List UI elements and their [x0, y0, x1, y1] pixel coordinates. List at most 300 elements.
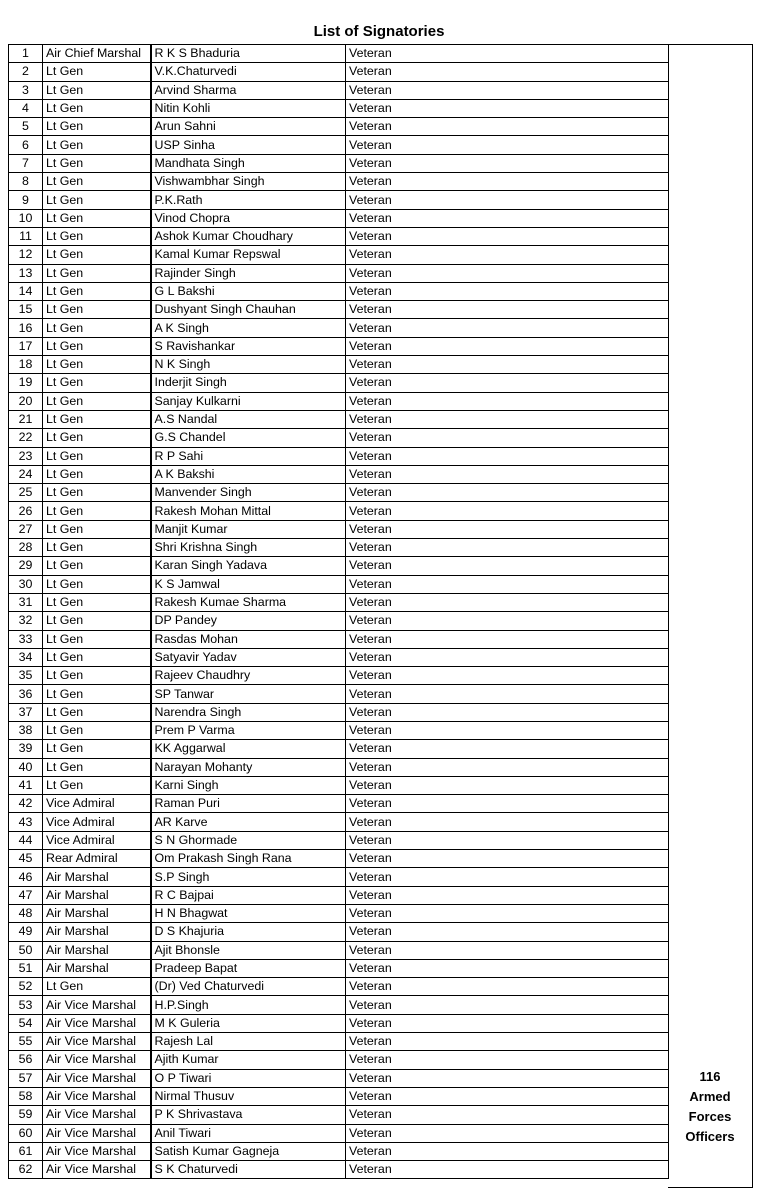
- rank-cell: Air Vice Marshal: [43, 1051, 151, 1069]
- table-row: [9, 410, 669, 428]
- name-cell: Raman Puri: [151, 795, 346, 813]
- row-number: 7: [9, 154, 43, 172]
- status-cell: Veteran: [346, 81, 669, 99]
- row-number: 47: [9, 886, 43, 904]
- status-cell: Veteran: [346, 813, 669, 831]
- status-cell: Veteran: [346, 209, 669, 227]
- table-row: [9, 1161, 669, 1179]
- name-cell: Pradeep Bapat: [151, 959, 346, 977]
- name-cell: S N Ghormade: [151, 831, 346, 849]
- status-cell: Veteran: [346, 557, 669, 575]
- summary-note: [668, 1067, 752, 1147]
- row-number: 36: [9, 685, 43, 703]
- status-cell: Veteran: [346, 502, 669, 520]
- rank-cell: Lt Gen: [43, 246, 151, 264]
- status-cell: Veteran: [346, 868, 669, 886]
- document-title: List of Signatories: [313, 23, 445, 40]
- name-cell: KK Aggarwal: [151, 740, 346, 758]
- table-row: [9, 264, 669, 282]
- row-number: 42: [9, 795, 43, 813]
- rank-cell: Lt Gen: [43, 410, 151, 428]
- rank-cell: Air Chief Marshal: [43, 45, 151, 63]
- table-row: [9, 136, 669, 154]
- rank-cell: Lt Gen: [43, 301, 151, 319]
- table-row: [9, 593, 669, 611]
- name-cell: Ashok Kumar Choudhary: [151, 227, 346, 245]
- rank-cell: Lt Gen: [43, 337, 151, 355]
- rank-cell: Lt Gen: [43, 648, 151, 666]
- row-number: 28: [9, 539, 43, 557]
- rank-cell: Lt Gen: [43, 557, 151, 575]
- status-cell: Veteran: [346, 1069, 669, 1087]
- name-cell: Shri Krishna Singh: [151, 539, 346, 557]
- rank-cell: Lt Gen: [43, 392, 151, 410]
- status-cell: Veteran: [346, 392, 669, 410]
- summary-line-armed: Armed: [689, 1089, 731, 1104]
- status-cell: Veteran: [346, 319, 669, 337]
- status-cell: Veteran: [346, 520, 669, 538]
- row-number: 39: [9, 740, 43, 758]
- rank-cell: Air Vice Marshal: [43, 996, 151, 1014]
- status-cell: Veteran: [346, 118, 669, 136]
- table-row: [9, 502, 669, 520]
- status-cell: Veteran: [346, 264, 669, 282]
- rank-cell: Air Marshal: [43, 886, 151, 904]
- row-number: 33: [9, 630, 43, 648]
- rank-cell: Rear Admiral: [43, 850, 151, 868]
- row-number: 54: [9, 1014, 43, 1032]
- rank-cell: Vice Admiral: [43, 831, 151, 849]
- table-row: [9, 831, 669, 849]
- name-cell: P K Shrivastava: [151, 1106, 346, 1124]
- table-row: [9, 612, 669, 630]
- rank-cell: Lt Gen: [43, 685, 151, 703]
- name-cell: Nirmal Thusuv: [151, 1087, 346, 1105]
- table-row: [9, 1051, 669, 1069]
- row-number: 61: [9, 1142, 43, 1160]
- name-cell: H N Bhagwat: [151, 904, 346, 922]
- name-cell: Om Prakash Singh Rana: [151, 850, 346, 868]
- summary-line-forces: Forces: [688, 1109, 732, 1124]
- status-cell: Veteran: [346, 282, 669, 300]
- row-number: 22: [9, 429, 43, 447]
- row-number: 45: [9, 850, 43, 868]
- name-cell: Satish Kumar Gagneja: [151, 1142, 346, 1160]
- status-cell: Veteran: [346, 703, 669, 721]
- rank-cell: Lt Gen: [43, 282, 151, 300]
- name-cell: Rasdas Mohan: [151, 630, 346, 648]
- status-cell: Veteran: [346, 374, 669, 392]
- name-cell: R K S Bhaduria: [151, 45, 346, 63]
- table-row: [9, 118, 669, 136]
- row-number: 34: [9, 648, 43, 666]
- table-row: [9, 81, 669, 99]
- rank-cell: Lt Gen: [43, 978, 151, 996]
- table-row: [9, 282, 669, 300]
- status-cell: Veteran: [346, 831, 669, 849]
- rank-cell: Lt Gen: [43, 191, 151, 209]
- rank-cell: Air Vice Marshal: [43, 1014, 151, 1032]
- status-cell: Veteran: [346, 447, 669, 465]
- row-number: 21: [9, 410, 43, 428]
- status-cell: Veteran: [346, 1051, 669, 1069]
- status-cell: Veteran: [346, 1106, 669, 1124]
- status-cell: Veteran: [346, 850, 669, 868]
- row-number: 1: [9, 45, 43, 63]
- table-row: [9, 246, 669, 264]
- status-cell: Veteran: [346, 191, 669, 209]
- status-cell: Veteran: [346, 1124, 669, 1142]
- table-row: [9, 630, 669, 648]
- status-cell: Veteran: [346, 740, 669, 758]
- status-cell: Veteran: [346, 886, 669, 904]
- name-cell: Narayan Mohanty: [151, 758, 346, 776]
- table-row: [9, 191, 669, 209]
- rank-cell: Air Marshal: [43, 941, 151, 959]
- status-cell: Veteran: [346, 612, 669, 630]
- rank-cell: Vice Admiral: [43, 813, 151, 831]
- name-cell: Karan Singh Yadava: [151, 557, 346, 575]
- status-cell: Veteran: [346, 721, 669, 739]
- row-number: 9: [9, 191, 43, 209]
- row-number: 18: [9, 356, 43, 374]
- row-number: 49: [9, 923, 43, 941]
- row-number: 30: [9, 575, 43, 593]
- row-number: 51: [9, 959, 43, 977]
- row-number: 17: [9, 337, 43, 355]
- table-row: [9, 685, 669, 703]
- table-row: [9, 575, 669, 593]
- status-cell: Veteran: [346, 484, 669, 502]
- status-cell: Veteran: [346, 1142, 669, 1160]
- row-number: 37: [9, 703, 43, 721]
- rank-cell: Lt Gen: [43, 374, 151, 392]
- table-row: [9, 356, 669, 374]
- rank-cell: Air Marshal: [43, 959, 151, 977]
- summary-count: 116: [699, 1069, 721, 1084]
- name-cell: SP Tanwar: [151, 685, 346, 703]
- table-row: [9, 904, 669, 922]
- rank-cell: Lt Gen: [43, 227, 151, 245]
- status-cell: Veteran: [346, 154, 669, 172]
- rank-cell: Lt Gen: [43, 484, 151, 502]
- status-cell: Veteran: [346, 904, 669, 922]
- table-row: [9, 63, 669, 81]
- row-number: 3: [9, 81, 43, 99]
- name-cell: M K Guleria: [151, 1014, 346, 1032]
- table-row: [9, 45, 669, 63]
- table-row: [9, 447, 669, 465]
- row-number: 29: [9, 557, 43, 575]
- table-row: [9, 154, 669, 172]
- row-number: 16: [9, 319, 43, 337]
- status-cell: Veteran: [346, 136, 669, 154]
- table-row: [9, 1087, 669, 1105]
- status-cell: Veteran: [346, 685, 669, 703]
- row-number: 56: [9, 1051, 43, 1069]
- row-number: 31: [9, 593, 43, 611]
- row-number: 38: [9, 721, 43, 739]
- status-cell: Veteran: [346, 667, 669, 685]
- row-number: 53: [9, 996, 43, 1014]
- signatories-rows: [9, 45, 669, 1179]
- row-number: 59: [9, 1106, 43, 1124]
- name-cell: H.P.Singh: [151, 996, 346, 1014]
- table-row: [9, 1124, 669, 1142]
- table-row: [9, 1142, 669, 1160]
- summary-column: [668, 44, 753, 1188]
- status-cell: Veteran: [346, 99, 669, 117]
- rank-cell: Lt Gen: [43, 264, 151, 282]
- row-number: 20: [9, 392, 43, 410]
- status-cell: Veteran: [346, 539, 669, 557]
- status-cell: Veteran: [346, 1033, 669, 1051]
- status-cell: Veteran: [346, 246, 669, 264]
- name-cell: Rajinder Singh: [151, 264, 346, 282]
- name-cell: Arvind Sharma: [151, 81, 346, 99]
- row-number: 11: [9, 227, 43, 245]
- row-number: 57: [9, 1069, 43, 1087]
- rank-cell: Lt Gen: [43, 703, 151, 721]
- name-cell: Manjit Kumar: [151, 520, 346, 538]
- table-row: [9, 776, 669, 794]
- rank-cell: Air Vice Marshal: [43, 1124, 151, 1142]
- row-number: 58: [9, 1087, 43, 1105]
- rank-cell: Lt Gen: [43, 154, 151, 172]
- name-cell: Anil Tiwari: [151, 1124, 346, 1142]
- signatories-sheet: [8, 44, 753, 1189]
- name-cell: R C Bajpai: [151, 886, 346, 904]
- name-cell: Karni Singh: [151, 776, 346, 794]
- status-cell: Veteran: [346, 1161, 669, 1179]
- status-cell: Veteran: [346, 575, 669, 593]
- table-row: [9, 319, 669, 337]
- rank-cell: Lt Gen: [43, 99, 151, 117]
- row-number: 12: [9, 246, 43, 264]
- rank-cell: Lt Gen: [43, 356, 151, 374]
- row-number: 52: [9, 978, 43, 996]
- name-cell: Mandhata Singh: [151, 154, 346, 172]
- rank-cell: Air Vice Marshal: [43, 1033, 151, 1051]
- table-row: [9, 337, 669, 355]
- name-cell: R P Sahi: [151, 447, 346, 465]
- row-number: 19: [9, 374, 43, 392]
- status-cell: Veteran: [346, 648, 669, 666]
- row-number: 2: [9, 63, 43, 81]
- table-row: [9, 1106, 669, 1124]
- name-cell: O P Tiwari: [151, 1069, 346, 1087]
- table-row: [9, 886, 669, 904]
- name-cell: Rajeev Chaudhry: [151, 667, 346, 685]
- name-cell: Sanjay Kulkarni: [151, 392, 346, 410]
- table-row: [9, 648, 669, 666]
- table-row: [9, 813, 669, 831]
- rank-cell: Lt Gen: [43, 520, 151, 538]
- status-cell: Veteran: [346, 63, 669, 81]
- name-cell: K S Jamwal: [151, 575, 346, 593]
- status-cell: Veteran: [346, 978, 669, 996]
- rank-cell: Lt Gen: [43, 612, 151, 630]
- row-number: 5: [9, 118, 43, 136]
- rank-cell: Lt Gen: [43, 575, 151, 593]
- status-cell: Veteran: [346, 776, 669, 794]
- table-row: [9, 1014, 669, 1032]
- row-number: 48: [9, 904, 43, 922]
- name-cell: Prem P Varma: [151, 721, 346, 739]
- name-cell: G L Bakshi: [151, 282, 346, 300]
- table-row: [9, 868, 669, 886]
- table-row: [9, 1033, 669, 1051]
- table-row: [9, 667, 669, 685]
- rank-cell: Lt Gen: [43, 465, 151, 483]
- row-number: 6: [9, 136, 43, 154]
- status-cell: Veteran: [346, 429, 669, 447]
- status-cell: Veteran: [346, 630, 669, 648]
- row-number: 50: [9, 941, 43, 959]
- name-cell: S K Chaturvedi: [151, 1161, 346, 1179]
- table-row: [9, 703, 669, 721]
- status-cell: Veteran: [346, 227, 669, 245]
- rank-cell: Lt Gen: [43, 81, 151, 99]
- table-row: [9, 209, 669, 227]
- rank-cell: Lt Gen: [43, 502, 151, 520]
- summary-line-officers: Officers: [685, 1129, 735, 1144]
- table-row: [9, 484, 669, 502]
- rank-cell: Lt Gen: [43, 758, 151, 776]
- signatories-table: [8, 44, 669, 1179]
- rank-cell: Lt Gen: [43, 319, 151, 337]
- table-row: [9, 465, 669, 483]
- status-cell: Veteran: [346, 1014, 669, 1032]
- name-cell: D S Khajuria: [151, 923, 346, 941]
- row-number: 62: [9, 1161, 43, 1179]
- name-cell: Narendra Singh: [151, 703, 346, 721]
- row-number: 26: [9, 502, 43, 520]
- table-row: [9, 941, 669, 959]
- name-cell: DP Pandey: [151, 612, 346, 630]
- name-cell: USP Sinha: [151, 136, 346, 154]
- row-number: 32: [9, 612, 43, 630]
- rank-cell: Air Marshal: [43, 868, 151, 886]
- row-number: 43: [9, 813, 43, 831]
- table-row: [9, 758, 669, 776]
- rank-cell: Air Marshal: [43, 904, 151, 922]
- status-cell: Veteran: [346, 795, 669, 813]
- status-cell: Veteran: [346, 959, 669, 977]
- rank-cell: Lt Gen: [43, 173, 151, 191]
- rank-cell: Lt Gen: [43, 136, 151, 154]
- status-cell: Veteran: [346, 923, 669, 941]
- rank-cell: Lt Gen: [43, 118, 151, 136]
- rank-cell: Air Marshal: [43, 923, 151, 941]
- rank-cell: Lt Gen: [43, 447, 151, 465]
- table-row: [9, 795, 669, 813]
- status-cell: Veteran: [346, 301, 669, 319]
- status-cell: Veteran: [346, 996, 669, 1014]
- table-row: [9, 539, 669, 557]
- table-row: [9, 996, 669, 1014]
- row-number: 55: [9, 1033, 43, 1051]
- name-cell: (Dr) Ved Chaturvedi: [151, 978, 346, 996]
- table-row: [9, 740, 669, 758]
- rank-cell: Air Vice Marshal: [43, 1106, 151, 1124]
- table-row: [9, 520, 669, 538]
- name-cell: N K Singh: [151, 356, 346, 374]
- table-row: [9, 301, 669, 319]
- status-cell: Veteran: [346, 465, 669, 483]
- name-cell: Nitin Kohli: [151, 99, 346, 117]
- row-number: 24: [9, 465, 43, 483]
- name-cell: Ajith Kumar: [151, 1051, 346, 1069]
- row-number: 44: [9, 831, 43, 849]
- table-row: [9, 850, 669, 868]
- status-cell: Veteran: [346, 173, 669, 191]
- rank-cell: Lt Gen: [43, 63, 151, 81]
- name-cell: AR Karve: [151, 813, 346, 831]
- table-row: [9, 959, 669, 977]
- row-number: 23: [9, 447, 43, 465]
- rank-cell: Air Vice Marshal: [43, 1069, 151, 1087]
- name-cell: A K Singh: [151, 319, 346, 337]
- status-cell: Veteran: [346, 410, 669, 428]
- row-number: 25: [9, 484, 43, 502]
- name-cell: Kamal Kumar Repswal: [151, 246, 346, 264]
- row-number: 41: [9, 776, 43, 794]
- row-number: 46: [9, 868, 43, 886]
- table-row: [9, 374, 669, 392]
- status-cell: Veteran: [346, 45, 669, 63]
- rank-cell: Lt Gen: [43, 776, 151, 794]
- status-cell: Veteran: [346, 941, 669, 959]
- table-row: [9, 923, 669, 941]
- row-number: 15: [9, 301, 43, 319]
- name-cell: G.S Chandel: [151, 429, 346, 447]
- name-cell: S.P Singh: [151, 868, 346, 886]
- name-cell: Vinod Chopra: [151, 209, 346, 227]
- rank-cell: Vice Admiral: [43, 795, 151, 813]
- name-cell: S Ravishankar: [151, 337, 346, 355]
- name-cell: Ajit Bhonsle: [151, 941, 346, 959]
- rank-cell: Air Vice Marshal: [43, 1087, 151, 1105]
- row-number: 13: [9, 264, 43, 282]
- name-cell: Manvender Singh: [151, 484, 346, 502]
- rank-cell: Lt Gen: [43, 630, 151, 648]
- rank-cell: Lt Gen: [43, 429, 151, 447]
- rank-cell: Lt Gen: [43, 593, 151, 611]
- name-cell: Rakesh Mohan Mittal: [151, 502, 346, 520]
- rank-cell: Air Vice Marshal: [43, 1161, 151, 1179]
- table-row: [9, 227, 669, 245]
- status-cell: Veteran: [346, 593, 669, 611]
- status-cell: Veteran: [346, 1087, 669, 1105]
- row-number: 35: [9, 667, 43, 685]
- table-row: [9, 173, 669, 191]
- rank-cell: Lt Gen: [43, 740, 151, 758]
- name-cell: Vishwambhar Singh: [151, 173, 346, 191]
- status-cell: Veteran: [346, 337, 669, 355]
- rank-cell: Lt Gen: [43, 721, 151, 739]
- status-cell: Veteran: [346, 356, 669, 374]
- name-cell: Inderjit Singh: [151, 374, 346, 392]
- rank-cell: Lt Gen: [43, 209, 151, 227]
- name-cell: Dushyant Singh Chauhan: [151, 301, 346, 319]
- name-cell: Rakesh Kumae Sharma: [151, 593, 346, 611]
- rank-cell: Lt Gen: [43, 667, 151, 685]
- rank-cell: Air Vice Marshal: [43, 1142, 151, 1160]
- name-cell: Satyavir Yadav: [151, 648, 346, 666]
- name-cell: Arun Sahni: [151, 118, 346, 136]
- table-row: [9, 1069, 669, 1087]
